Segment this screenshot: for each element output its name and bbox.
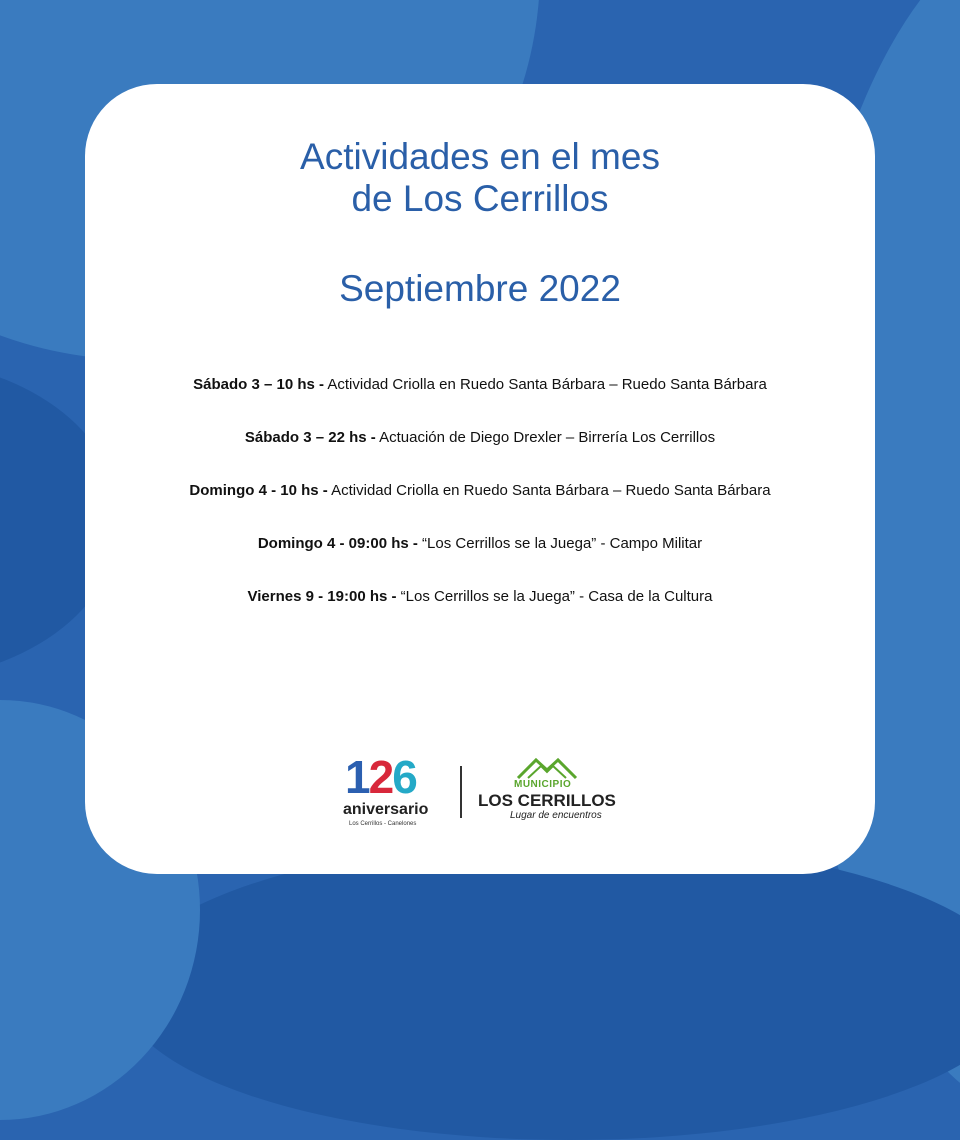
event-when: Domingo 4 - 09:00 hs - [257, 535, 418, 552]
municipio-label: MUNICIPIO [514, 779, 572, 790]
event-what: “Los Cerrillos se la Juega” - Casa de la Cultura [396, 588, 713, 605]
logo-divider [460, 766, 462, 818]
mountain-icon [516, 756, 578, 780]
footer-logos [343, 751, 643, 834]
event-when: Viernes 9 - 19:00 hs - [247, 588, 397, 605]
event-what: Actividad Criolla en Ruedo Santa Bárbara – Ruedo Santa Bárbara [327, 482, 771, 499]
municipio-logo [478, 754, 618, 834]
event-item [85, 427, 875, 480]
event-item [85, 586, 875, 639]
title-line-1: Actividades en el mes [300, 136, 660, 177]
month-heading: Septiembre 2022 [339, 268, 621, 309]
event-what: “Los Cerrillos se la Juega” - Campo Militar [417, 535, 703, 552]
anniversary-sub: Los Cerrillos - Canelones [349, 821, 417, 827]
event-when: Sábado 3 – 10 hs - [193, 376, 325, 393]
event-what: Actividad Criolla en Ruedo Santa Bárbara – Ruedo Santa Bárbara [324, 376, 767, 393]
anniversary-number: 126 [345, 751, 416, 803]
event-when: Domingo 4 - 10 hs - [189, 482, 328, 499]
anniversary-label: aniversario [343, 801, 429, 818]
event-item [85, 480, 875, 533]
event-item [85, 374, 875, 427]
municipio-name: LOS CERRILLOS [478, 791, 616, 810]
event-when: Sábado 3 – 22 hs - [244, 429, 376, 446]
event-list [85, 374, 875, 639]
background-shape [120, 840, 960, 1140]
event-item [85, 533, 875, 586]
page-title [85, 136, 875, 220]
municipio-tagline: Lugar de encuentros [510, 810, 602, 821]
event-what: Actuación de Diego Drexler – Birrería Los Cerrillos [375, 429, 716, 446]
title-line-2: de Los Cerrillos [351, 178, 609, 219]
activities-card [85, 84, 875, 874]
anniversary-logo [343, 751, 453, 834]
